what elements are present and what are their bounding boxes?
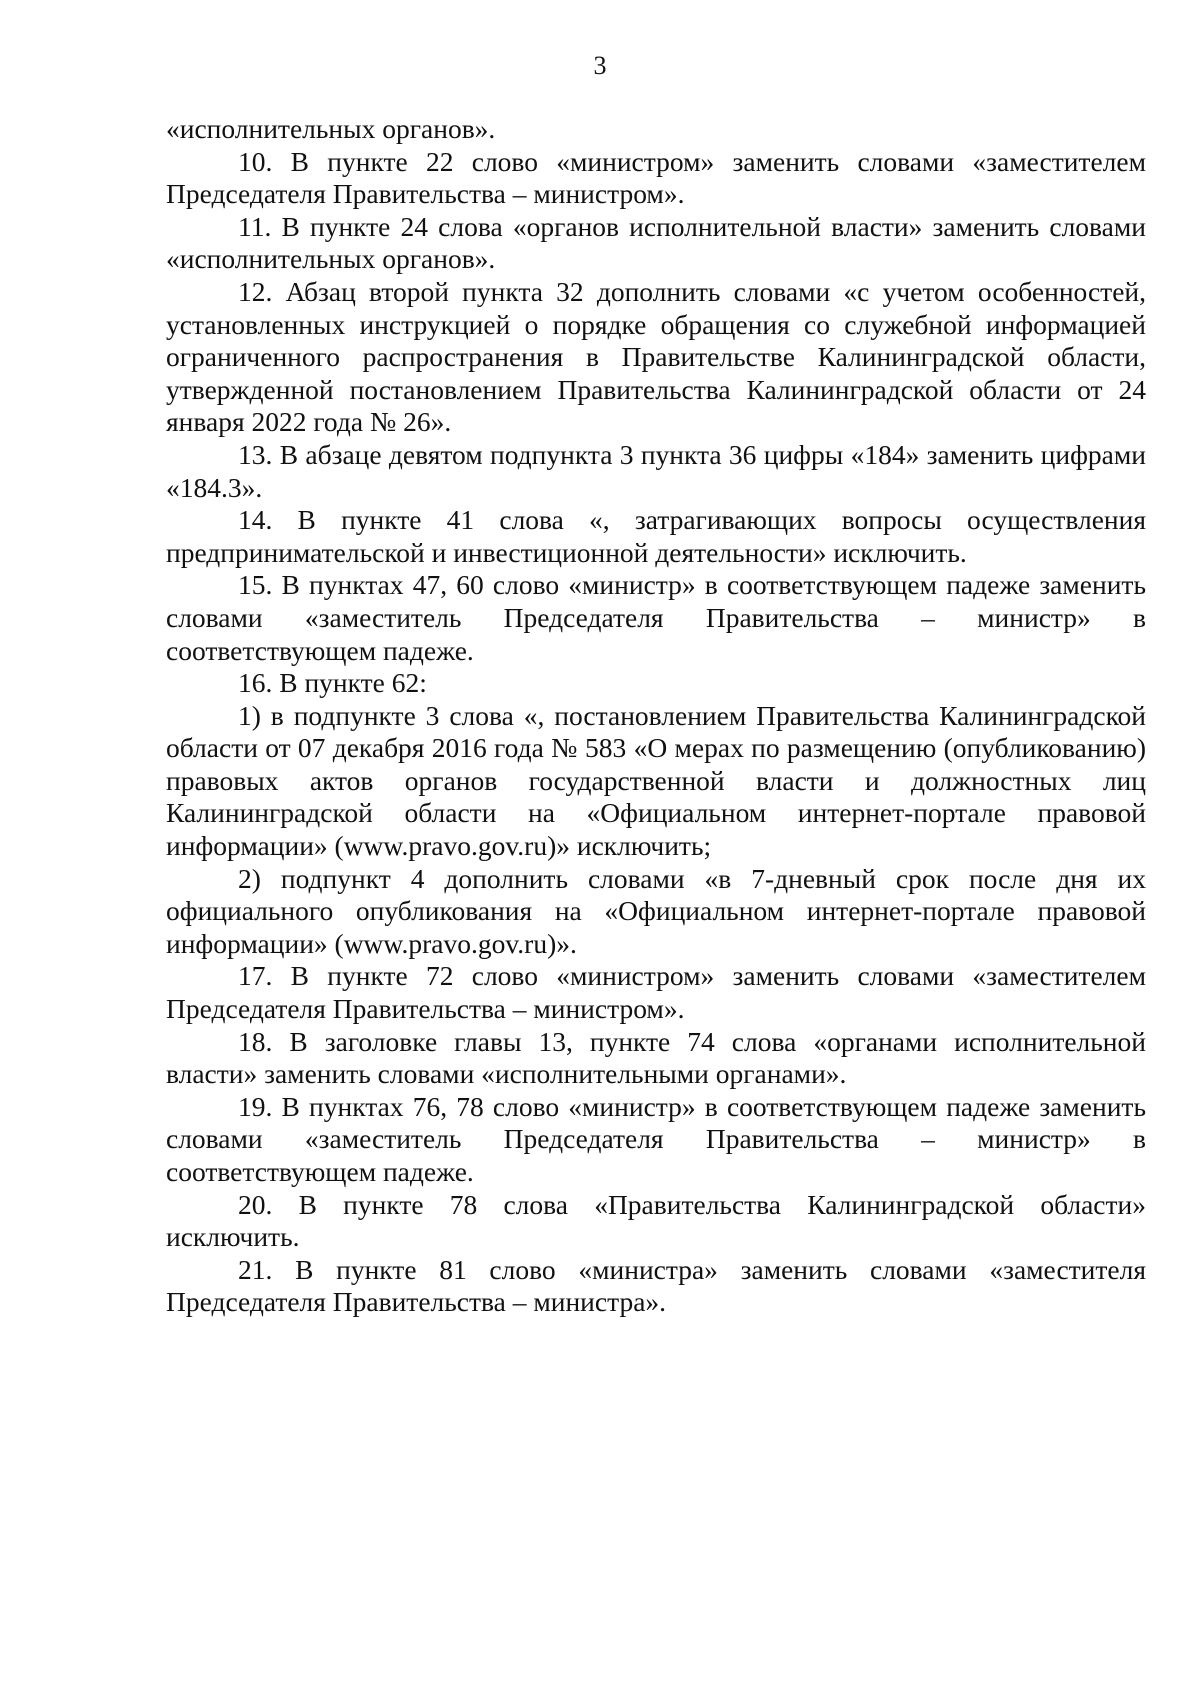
paragraph-item-12: 12. Абзац второй пункта 32 дополнить словами «с учетом особенностей, установленных инструкцией о порядке обращения со служебной информацией ограниченного распространения в Правительстве Калининградской области, утвержденной постановлением Правительства Калининградской области от 24 января 2022 года № 26». — [166, 275, 1146, 438]
paragraph-item-21: 21. В пункте 81 слово «министра» заменить словами «заместителя Председателя Правительства – министра». — [166, 1253, 1146, 1318]
paragraph-item-11: 11. В пункте 24 слова «органов исполнительной власти» заменить словами «исполнительных органов». — [166, 210, 1146, 275]
paragraph-item-19: 19. В пунктах 76, 78 слово «министр» в соответствующем падеже заменить словами «заместитель Председателя Правительства – министр» в соответствующем падеже. — [166, 1090, 1146, 1187]
document-body — [166, 113, 1146, 1319]
paragraph-item-13: 13. В абзаце девятом подпункта 3 пункта 36 цифры «184» заменить цифрами «184.3». — [166, 438, 1146, 503]
paragraph-item-10: 10. В пункте 22 слово «министром» заменить словами «заместителем Председателя Правительства – министром». — [166, 145, 1146, 210]
paragraph-subitem-16-1: 1) в подпункте 3 слова «, постановлением Правительства Калининградской области от 07 декабря 2016 года № 583 «О мерах по размещению (опубликованию) правовых актов органов государственной власти и должностных лиц Калининградской области на «Официальном интернет-портале правовой информации» (www.pravo.gov.ru)» исключить; — [166, 699, 1146, 862]
paragraph-subitem-16-2: 2) подпункт 4 дополнить словами «в 7-дневный срок после дня их официального опубликования на «Официальном интернет-портале правовой информации» (www.pravo.gov.ru)». — [166, 862, 1146, 959]
page-number: 3 — [593, 51, 607, 80]
paragraph-item-15: 15. В пунктах 47, 60 слово «министр» в соответствующем падеже заменить словами «заместитель Председателя Правительства – министр» в соответствующем падеже. — [166, 569, 1146, 666]
paragraph-continuation: «исполнительных органов». — [166, 113, 496, 144]
paragraph-item-14: 14. В пункте 41 слова «, затрагивающих вопросы осуществления предпринимательской и инвестиционной деятельности» исключить. — [166, 504, 1146, 568]
paragraph-item-18: 18. В заголовке главы 13, пункте 74 слова «органами исполнительной власти» заменить словами «исполнительными органами». — [166, 1025, 1146, 1090]
paragraph-item-17: 17. В пункте 72 слово «министром» заменить словами «заместителем Председателя Правительства – министром». — [166, 960, 1146, 1025]
paragraph-item-20: 20. В пункте 78 слова «Правительства Калининградской области» исключить. — [166, 1188, 1146, 1253]
paragraph-item-16: 16. В пункте 62: — [238, 667, 427, 699]
